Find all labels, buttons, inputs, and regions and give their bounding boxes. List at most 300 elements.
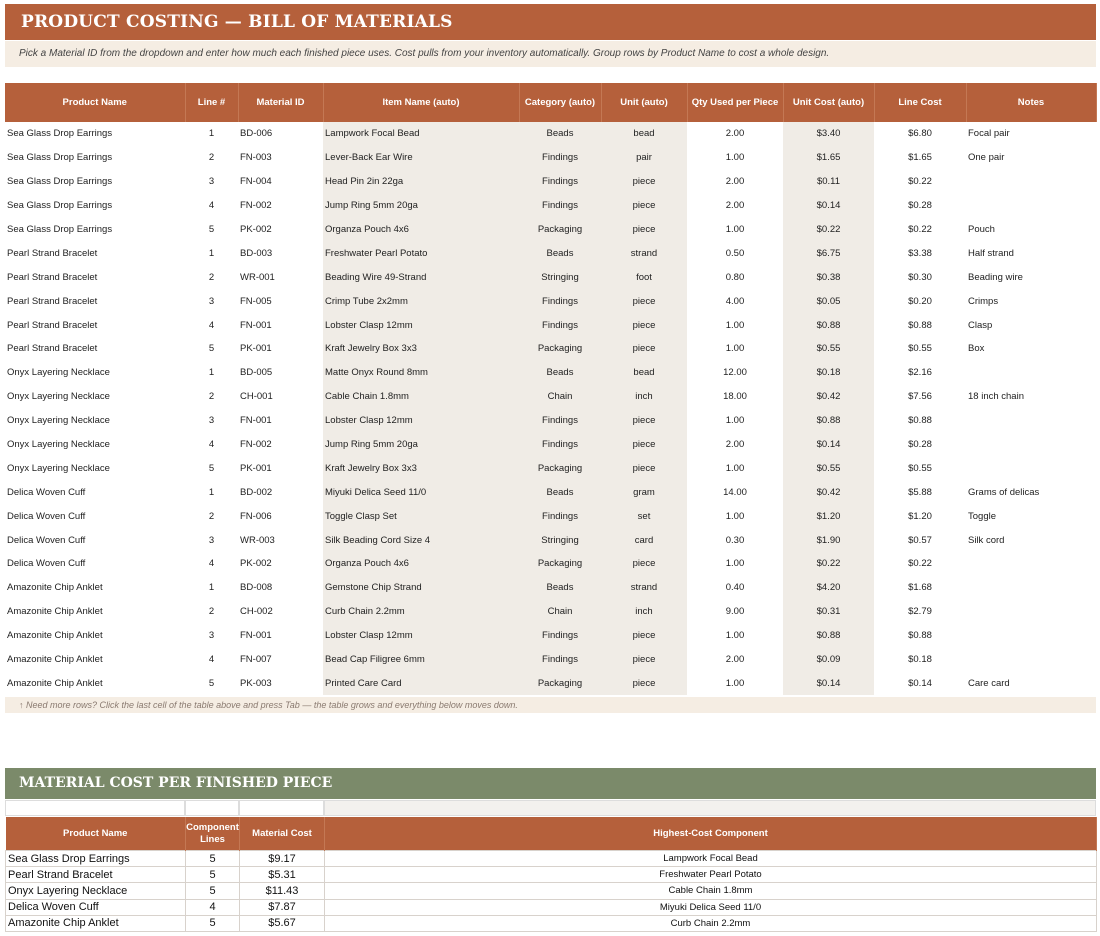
unit-cell: set — [601, 504, 687, 528]
unit-cost-cell: $0.38 — [783, 265, 874, 289]
material-cost-cell: $11.43 — [240, 883, 325, 899]
column-header: Unit Cost (auto) — [783, 83, 874, 122]
product-name-cell: Delica Woven Cuff — [7, 486, 86, 498]
item-name-cell: Lobster Clasp 12mm — [323, 624, 519, 648]
table-row — [5, 552, 1096, 576]
line-number-cell: 1 — [208, 582, 215, 594]
qty-cell[interactable]: 0.50 — [725, 247, 745, 259]
category-cell: Findings — [519, 313, 601, 337]
line-number-cell: 4 — [208, 558, 215, 570]
line-cost-cell: $1.20 — [908, 510, 932, 522]
product-name-cell: Amazonite Chip Anklet — [7, 606, 103, 618]
line-cost-cell: $0.14 — [908, 677, 932, 689]
unit-cost-cell: $0.88 — [783, 624, 874, 648]
unit-cell: piece — [601, 337, 687, 361]
line-number-cell: 3 — [208, 176, 215, 188]
notes-cell — [966, 648, 1096, 672]
line-number-cell: 5 — [208, 343, 215, 355]
category-cell: Findings — [519, 648, 601, 672]
notes-cell — [966, 576, 1096, 600]
qty-cell[interactable]: 12.00 — [723, 367, 747, 379]
table-row — [6, 851, 1097, 867]
table-row — [6, 883, 1097, 899]
qty-cell[interactable]: 1.00 — [725, 415, 745, 427]
unit-cell: piece — [601, 409, 687, 433]
qty-cell[interactable]: 1.00 — [725, 462, 745, 474]
qty-cell[interactable]: 9.00 — [725, 606, 745, 618]
material-id-cell[interactable]: FN-006 — [240, 510, 272, 522]
notes-cell — [966, 433, 1096, 457]
product-name-cell: Delica Woven Cuff — [7, 510, 86, 522]
component-lines-cell: 5 — [186, 851, 240, 867]
material-cost-cell: $5.31 — [240, 867, 325, 883]
product-name-cell: Onyx Layering Necklace — [7, 462, 110, 474]
category-cell: Findings — [519, 433, 601, 457]
line-number-cell: 3 — [208, 630, 215, 642]
qty-cell[interactable]: 2.00 — [725, 176, 745, 188]
unit-cost-cell: $1.90 — [783, 528, 874, 552]
item-name-cell: Curb Chain 2.2mm — [323, 600, 519, 624]
table-row — [5, 337, 1096, 361]
product-name-cell: Pearl Strand Bracelet — [7, 319, 98, 331]
product-name-cell: Delica Woven Cuff — [7, 534, 86, 546]
unit-cost-cell: $0.14 — [783, 433, 874, 457]
category-cell: Beads — [519, 122, 601, 146]
unit-cost-cell: $0.42 — [783, 480, 874, 504]
material-id-cell[interactable]: WR-001 — [240, 271, 275, 283]
unit-cell: bead — [601, 361, 687, 385]
qty-cell[interactable]: 18.00 — [723, 391, 747, 403]
qty-cell[interactable]: 1.00 — [725, 558, 745, 570]
category-cell: Packaging — [519, 671, 601, 695]
material-cost-cell: $5.67 — [240, 915, 325, 931]
line-number-cell: 3 — [208, 295, 215, 307]
material-id-cell[interactable]: BD-002 — [240, 486, 273, 498]
unit-cell: piece — [601, 194, 687, 218]
notes-cell: 18 inch chain — [968, 391, 1024, 403]
table-row — [5, 170, 1096, 194]
material-id-cell[interactable]: FN-005 — [240, 295, 272, 307]
column-header: Product Name — [5, 83, 185, 122]
table-row — [5, 648, 1096, 672]
notes-cell — [966, 361, 1096, 385]
unit-cell: foot — [601, 265, 687, 289]
product-name-cell: Sea Glass Drop Earrings — [7, 176, 113, 188]
material-id-cell[interactable]: CH-001 — [240, 391, 273, 403]
column-header: Line Cost — [874, 83, 966, 122]
category-cell: Stringing — [519, 265, 601, 289]
line-number-cell: 4 — [208, 200, 215, 212]
category-cell: Beads — [519, 576, 601, 600]
material-id-cell[interactable]: PK-002 — [240, 558, 272, 570]
unit-cell: piece — [601, 624, 687, 648]
material-id-cell[interactable]: FN-001 — [240, 319, 272, 331]
notes-cell — [966, 456, 1096, 480]
notes-cell: Care card — [968, 677, 1010, 689]
category-cell: Findings — [519, 624, 601, 648]
category-cell: Beads — [519, 480, 601, 504]
product-name-cell: Onyx Layering Necklace — [7, 439, 110, 451]
item-name-cell: Freshwater Pearl Potato — [323, 241, 519, 265]
item-name-cell: Printed Care Card — [323, 671, 519, 695]
table-row — [5, 624, 1096, 648]
highest-cost-component-cell: Freshwater Pearl Potato — [325, 867, 1097, 883]
unit-cell: piece — [601, 433, 687, 457]
column-header: Material Cost — [240, 817, 325, 851]
material-id-cell[interactable]: WR-003 — [240, 534, 275, 546]
line-number-cell: 2 — [208, 510, 215, 522]
unit-cell: piece — [601, 671, 687, 695]
product-name-cell: Sea Glass Drop Earrings — [7, 128, 113, 140]
table-row — [5, 576, 1096, 600]
line-cost-cell: $1.65 — [908, 152, 932, 164]
component-lines-cell: 4 — [186, 899, 240, 915]
material-id-cell[interactable]: FN-001 — [240, 415, 272, 427]
item-name-cell: Kraft Jewelry Box 3x3 — [323, 337, 519, 361]
material-id-cell[interactable]: FN-001 — [240, 630, 272, 642]
table-row — [5, 528, 1096, 552]
category-cell: Chain — [519, 600, 601, 624]
notes-cell: Half strand — [968, 247, 1014, 259]
material-id-cell[interactable]: FN-004 — [240, 176, 272, 188]
product-name-cell: Sea Glass Drop Earrings — [7, 224, 113, 235]
material-id-cell[interactable]: FN-002 — [240, 200, 272, 212]
item-name-cell: Bead Cap Filigree 6mm — [323, 648, 519, 672]
unit-cell: piece — [601, 648, 687, 672]
material-id-cell[interactable]: BD-008 — [240, 582, 273, 594]
category-cell: Findings — [519, 504, 601, 528]
category-cell: Beads — [519, 361, 601, 385]
column-header: Unit (auto) — [601, 83, 687, 122]
summary-spacer-row — [5, 800, 1096, 816]
component-lines-cell: 5 — [186, 867, 240, 883]
unit-cost-cell: $0.14 — [783, 194, 874, 218]
category-cell: Packaging — [519, 552, 601, 576]
category-cell: Findings — [519, 409, 601, 433]
material-id-cell[interactable]: BD-005 — [240, 367, 273, 379]
category-cell: Findings — [519, 194, 601, 218]
table-row — [5, 313, 1096, 337]
table-row — [5, 480, 1096, 504]
unit-cost-cell: $0.22 — [783, 552, 874, 576]
column-header: Qty Used per Piece — [687, 83, 783, 122]
item-name-cell: Head Pin 2in 22ga — [323, 170, 519, 194]
line-cost-cell: $0.28 — [908, 200, 932, 212]
unit-cost-cell: $0.55 — [783, 456, 874, 480]
product-name-cell: Amazonite Chip Anklet — [7, 654, 103, 666]
unit-cell: strand — [601, 241, 687, 265]
product-name-cell: Delica Woven Cuff — [6, 899, 186, 915]
qty-cell[interactable]: 0.30 — [725, 534, 745, 546]
line-cost-cell: $5.88 — [908, 486, 932, 498]
line-cost-cell: $0.88 — [908, 415, 932, 427]
item-name-cell: Silk Beading Cord Size 4 — [323, 528, 519, 552]
line-cost-cell: $0.30 — [908, 271, 932, 283]
component-lines-cell: 5 — [186, 883, 240, 899]
line-cost-cell: $1.68 — [908, 582, 932, 594]
unit-cost-cell: $0.11 — [783, 170, 874, 194]
item-name-cell: Lampwork Focal Bead — [323, 122, 519, 146]
product-name-cell: Pearl Strand Bracelet — [7, 271, 98, 283]
line-cost-cell: $0.22 — [908, 558, 932, 570]
instructions-text: Pick a Material ID from the dropdown and enter how much each finished piece uses. Cost pulls from your inventory automatically. Group rows by Product Name to cost a whole design. — [5, 41, 1096, 67]
product-name-cell: Pearl Strand Bracelet — [6, 867, 186, 883]
line-cost-cell: $0.57 — [908, 534, 932, 546]
product-name-cell: Onyx Layering Necklace — [7, 391, 110, 403]
table-row — [5, 456, 1096, 480]
notes-cell: Toggle — [968, 510, 996, 522]
item-name-cell: Gemstone Chip Strand — [323, 576, 519, 600]
unit-cell: piece — [601, 289, 687, 313]
material-id-cell[interactable]: PK-001 — [240, 462, 272, 474]
table-row — [5, 600, 1096, 624]
line-number-cell: 1 — [208, 247, 215, 259]
unit-cost-cell: $1.65 — [783, 146, 874, 170]
qty-cell[interactable]: 1.00 — [725, 319, 745, 331]
material-id-cell[interactable]: PK-001 — [240, 343, 272, 355]
column-header: Product Name — [6, 817, 186, 851]
table-row — [5, 146, 1096, 170]
table-row — [5, 504, 1096, 528]
category-cell: Findings — [519, 170, 601, 194]
product-name-cell: Sea Glass Drop Earrings — [6, 851, 186, 867]
notes-cell — [966, 194, 1096, 218]
unit-cell: card — [601, 528, 687, 552]
more-rows-hint: ↑ Need more rows? Click the last cell of the table above and press Tab — the table grows and everything below moves down. — [5, 697, 1096, 713]
item-name-cell: Jump Ring 5mm 20ga — [323, 194, 519, 218]
material-id-cell[interactable]: FN-003 — [240, 152, 272, 164]
product-name-cell: Sea Glass Drop Earrings — [7, 200, 113, 212]
product-name-cell: Pearl Strand Bracelet — [7, 247, 98, 259]
line-cost-cell: $0.20 — [908, 295, 932, 307]
product-name-cell: Amazonite Chip Anklet — [7, 582, 103, 594]
notes-cell: Silk cord — [968, 534, 1005, 546]
table-row — [5, 361, 1096, 385]
table-row — [5, 218, 1096, 242]
notes-cell — [966, 170, 1096, 194]
unit-cell: piece — [601, 552, 687, 576]
bom-body — [5, 122, 1096, 695]
material-cost-cell: $9.17 — [240, 851, 325, 867]
unit-cost-cell: $0.88 — [783, 409, 874, 433]
unit-cost-cell: $0.05 — [783, 289, 874, 313]
product-name-cell: Pearl Strand Bracelet — [7, 343, 98, 355]
component-lines-cell: 5 — [186, 915, 240, 931]
page-title: PRODUCT COSTING — BILL OF MATERIALS — [5, 4, 1096, 40]
table-row — [6, 915, 1097, 931]
category-cell: Stringing — [519, 528, 601, 552]
product-name-cell: Amazonite Chip Anklet — [7, 630, 103, 642]
line-cost-cell: $2.16 — [908, 367, 932, 379]
product-name-cell: Onyx Layering Necklace — [7, 367, 110, 379]
qty-cell[interactable]: 1.00 — [725, 677, 745, 689]
line-number-cell: 2 — [208, 271, 215, 283]
material-id-cell[interactable]: FN-007 — [240, 654, 272, 666]
line-number-cell: 5 — [208, 224, 215, 235]
line-number-cell: 3 — [208, 415, 215, 427]
qty-cell[interactable]: 2.00 — [725, 439, 745, 451]
line-number-cell: 1 — [208, 486, 215, 498]
column-header: Notes — [966, 83, 1096, 122]
qty-cell[interactable]: 4.00 — [725, 295, 745, 307]
notes-cell: Crimps — [968, 295, 999, 307]
qty-cell[interactable]: 1.00 — [725, 343, 745, 355]
product-name-cell: Sea Glass Drop Earrings — [7, 152, 113, 164]
product-name-cell: Amazonite Chip Anklet — [7, 677, 103, 689]
qty-cell[interactable]: 2.00 — [725, 200, 745, 212]
category-cell: Findings — [519, 146, 601, 170]
table-row — [5, 409, 1096, 433]
table-row — [5, 241, 1096, 265]
unit-cost-cell: $1.20 — [783, 504, 874, 528]
unit-cost-cell: $6.75 — [783, 241, 874, 265]
line-number-cell: 1 — [208, 367, 215, 379]
column-header: Component Lines — [186, 817, 240, 851]
item-name-cell: Lobster Clasp 12mm — [323, 313, 519, 337]
category-cell: Packaging — [519, 456, 601, 480]
item-name-cell: Toggle Clasp Set — [323, 504, 519, 528]
material-id-cell[interactable]: BD-006 — [240, 128, 273, 140]
column-header: Line # — [185, 83, 238, 122]
qty-cell[interactable]: 1.00 — [725, 510, 745, 522]
item-name-cell: Lobster Clasp 12mm — [323, 409, 519, 433]
line-cost-cell: $6.80 — [908, 128, 932, 140]
line-cost-cell: $0.55 — [908, 343, 932, 355]
item-name-cell: Jump Ring 5mm 20ga — [323, 433, 519, 457]
unit-cost-cell: $0.14 — [783, 671, 874, 695]
unit-cell: piece — [601, 218, 687, 242]
unit-cost-cell: $0.18 — [783, 361, 874, 385]
notes-cell: Focal pair — [968, 128, 1010, 140]
notes-cell: One pair — [968, 152, 1005, 164]
line-number-cell: 2 — [208, 391, 215, 403]
category-cell: Packaging — [519, 218, 601, 242]
summary-header-row — [6, 817, 1097, 851]
notes-cell — [966, 409, 1096, 433]
qty-cell[interactable]: 14.00 — [723, 486, 747, 498]
unit-cell: piece — [601, 313, 687, 337]
table-row — [5, 194, 1096, 218]
product-name-cell: Onyx Layering Necklace — [6, 883, 186, 899]
category-cell: Chain — [519, 385, 601, 409]
unit-cell: inch — [601, 385, 687, 409]
qty-cell[interactable]: 1.00 — [725, 224, 745, 235]
qty-cell[interactable]: 1.00 — [725, 152, 745, 164]
unit-cost-cell: $0.31 — [783, 600, 874, 624]
item-name-cell: Crimp Tube 2x2mm — [323, 289, 519, 313]
line-cost-cell: $0.18 — [908, 654, 932, 666]
unit-cost-cell: $4.20 — [783, 576, 874, 600]
line-number-cell: 4 — [208, 654, 215, 666]
item-name-cell: Cable Chain 1.8mm — [323, 385, 519, 409]
line-cost-cell: $0.22 — [908, 176, 932, 188]
line-cost-cell: $3.38 — [908, 247, 932, 259]
unit-cost-cell: $0.88 — [783, 313, 874, 337]
line-number-cell: 1 — [208, 128, 215, 140]
line-number-cell: 5 — [208, 462, 215, 474]
notes-cell — [966, 600, 1096, 624]
qty-cell[interactable]: 0.80 — [725, 271, 745, 283]
item-name-cell: Lever-Back Ear Wire — [323, 146, 519, 170]
summary-title: MATERIAL COST PER FINISHED PIECE — [5, 768, 1096, 799]
highest-cost-component-cell: Cable Chain 1.8mm — [325, 883, 1097, 899]
line-cost-cell: $0.88 — [908, 630, 932, 642]
line-cost-cell: $0.88 — [908, 319, 932, 331]
category-cell: Beads — [519, 241, 601, 265]
highest-cost-component-cell: Miyuki Delica Seed 11/0 — [325, 899, 1097, 915]
notes-cell: Beading wire — [968, 271, 1023, 283]
table-row — [5, 122, 1096, 146]
unit-cost-cell: $0.09 — [783, 648, 874, 672]
product-name-cell: Pearl Strand Bracelet — [7, 295, 98, 307]
unit-cell: inch — [601, 600, 687, 624]
summary-body — [6, 851, 1097, 932]
unit-cost-cell: $0.42 — [783, 385, 874, 409]
product-name-cell: Onyx Layering Necklace — [7, 415, 110, 427]
unit-cost-cell: $0.22 — [783, 218, 874, 242]
item-name-cell: Miyuki Delica Seed 11/0 — [323, 480, 519, 504]
unit-cost-cell: $0.55 — [783, 337, 874, 361]
table-row — [5, 385, 1096, 409]
item-name-cell: Matte Onyx Round 8mm — [323, 361, 519, 385]
unit-cell: strand — [601, 576, 687, 600]
unit-cell: piece — [601, 170, 687, 194]
line-number-cell: 4 — [208, 439, 215, 451]
line-cost-cell: $0.22 — [908, 224, 932, 235]
notes-cell: Clasp — [968, 319, 993, 331]
unit-cell: bead — [601, 122, 687, 146]
qty-cell[interactable]: 1.00 — [725, 630, 745, 642]
notes-cell: Grams of delicas — [968, 486, 1040, 498]
column-header: Material ID — [238, 83, 323, 122]
line-cost-cell: $0.28 — [908, 439, 932, 451]
qty-cell[interactable]: 2.00 — [725, 654, 745, 666]
notes-cell: Pouch — [968, 224, 995, 235]
item-name-cell: Beading Wire 49-Strand — [323, 265, 519, 289]
material-id-cell[interactable]: BD-003 — [240, 247, 273, 259]
qty-cell[interactable]: 0.40 — [725, 582, 745, 594]
material-id-cell[interactable]: PK-003 — [240, 677, 272, 689]
item-name-cell: Organza Pouch 4x6 — [323, 218, 519, 242]
table-row — [5, 265, 1096, 289]
column-header: Item Name (auto) — [323, 83, 519, 122]
line-cost-cell: $7.56 — [908, 391, 932, 403]
line-number-cell: 2 — [208, 606, 215, 618]
column-header: Highest-Cost Component — [325, 817, 1097, 851]
material-id-cell[interactable]: CH-002 — [240, 606, 273, 618]
notes-cell: Box — [968, 343, 985, 355]
highest-cost-component-cell: Lampwork Focal Bead — [325, 851, 1097, 867]
material-id-cell[interactable]: PK-002 — [240, 224, 272, 235]
product-name-cell: Delica Woven Cuff — [7, 558, 86, 570]
table-row — [5, 289, 1096, 313]
material-cost-cell: $7.87 — [240, 899, 325, 915]
line-cost-cell: $2.79 — [908, 606, 932, 618]
material-id-cell[interactable]: FN-002 — [240, 439, 272, 451]
line-number-cell: 3 — [208, 534, 215, 546]
line-number-cell: 2 — [208, 152, 215, 164]
unit-cell: piece — [601, 456, 687, 480]
qty-cell[interactable]: 2.00 — [725, 128, 745, 140]
unit-cost-cell: $3.40 — [783, 122, 874, 146]
table-row — [6, 867, 1097, 883]
table-row — [5, 433, 1096, 457]
unit-cell: gram — [601, 480, 687, 504]
table-row — [5, 671, 1096, 695]
notes-cell — [966, 624, 1096, 648]
bom-header-row — [5, 83, 1096, 122]
item-name-cell: Organza Pouch 4x6 — [323, 552, 519, 576]
